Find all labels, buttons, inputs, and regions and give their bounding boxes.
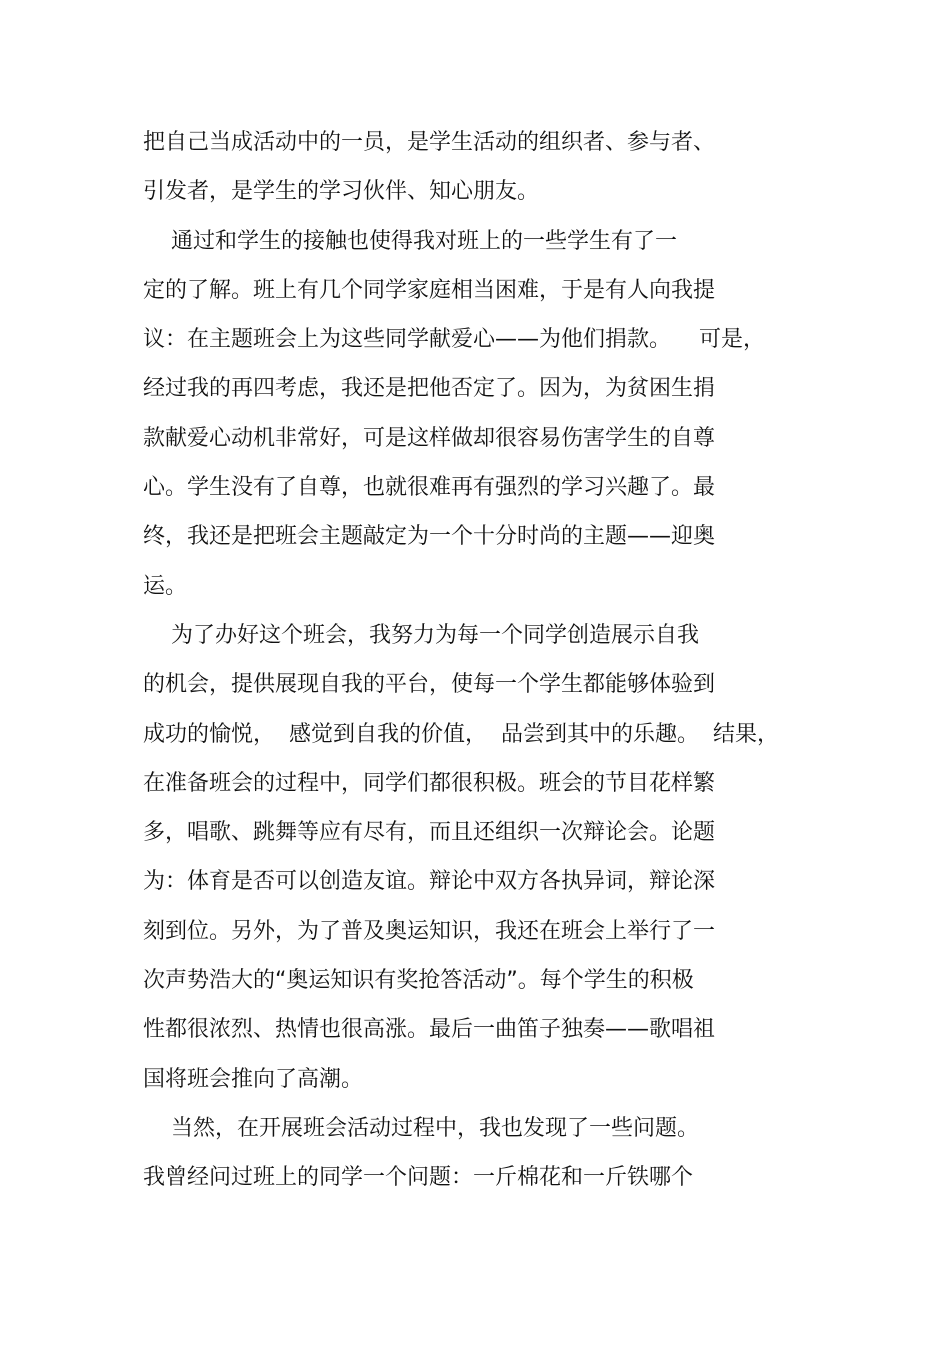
text-line: 国将班会推向了高潮。 (143, 1066, 364, 1092)
text-line: 成功的愉悦， 感觉到自我的价值， 品尝到其中的乐趣。 结果， (143, 721, 779, 747)
text-line: 在准备班会的过程中，同学们都很积极。班会的节目花样繁 (143, 770, 716, 796)
text-line: 的机会，提供展现自我的平台，使每一个学生都能够体验到 (143, 672, 716, 698)
text-line: 终，我还是把班会主题敲定为一个十分时尚的主题——迎奥 (143, 524, 716, 550)
text-line: 为了办好这个班会，我努力为每一个同学创造展示自我 (143, 622, 699, 648)
text-line: 次声势浩大的“奥运知识有奖抢答活动”。每个学生的积极 (143, 968, 694, 994)
text-line: 多，唱歌、跳舞等应有尽有，而且还组织一次辩论会。论题 (143, 820, 716, 846)
text-line: 通过和学生的接触也使得我对班上的一些学生有了一 (143, 228, 677, 254)
text-line: 经过我的再四考虑，我还是把他否定了。因为，为贫困生捐 (143, 376, 716, 402)
text-line: 款献爱心动机非常好，可是这样做却很容易伤害学生的自尊 (143, 425, 716, 451)
text-line: 当然，在开展班会活动过程中，我也发现了一些问题。 (143, 1115, 699, 1141)
text-line: 心。学生没有了自尊，也就很难再有强烈的学习兴趣了。最 (143, 475, 716, 501)
text-line: 引发者，是学生的学习伙伴、知心朋友。 (143, 179, 540, 205)
text-line: 为：体育是否可以创造友谊。辩论中双方各执异词，辩论深 (143, 869, 716, 895)
text-line: 把自己当成活动中的一员，是学生活动的组织者、参与者、 (143, 130, 716, 155)
text-line: 性都很浓烈、热情也很高涨。最后一曲笛子独奏——歌唱祖 (143, 1017, 716, 1043)
text-line: 运。 (143, 573, 188, 599)
text-line: 我曾经问过班上的同学一个问题：一斤棉花和一斤铁哪个 (143, 1165, 694, 1191)
text-line: 议：在主题班会上为这些同学献爱心——为他们捐款。 可是， (143, 327, 765, 353)
text-line: 定的了解。班上有几个同学家庭相当困难，于是有人向我提 (143, 277, 716, 303)
text-line: 刻到位。另外，为了普及奥运知识，我还在班会上举行了一 (143, 918, 716, 944)
body-text (143, 118, 823, 1203)
